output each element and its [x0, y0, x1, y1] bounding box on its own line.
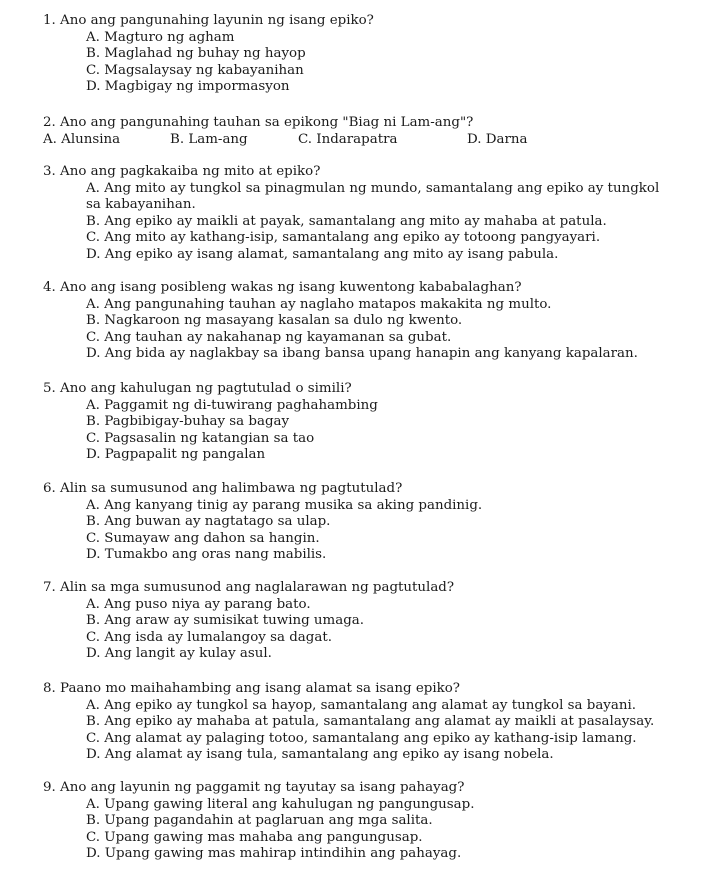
- choice-list: [0, 181, 713, 264]
- choice-a: A. Paggamit ng di-tuwirang paghahambing: [86, 397, 378, 413]
- choice-c: C. Indarapatra: [298, 131, 398, 147]
- question-8: [0, 681, 713, 764]
- choice-list: [0, 398, 713, 464]
- choice-c: C. Magsalaysay ng kabayanihan: [86, 62, 304, 78]
- choice-d: D. Magbigay ng impormasyon: [86, 79, 290, 95]
- choice-b: B. Nagkaroon ng masayang kasalan sa dulo ng kwento.: [86, 313, 463, 329]
- choice-d: D. Ang bida ay naglakbay sa ibang bansa upang hanapin ang kanyang kapalaran.: [86, 346, 638, 362]
- choice-d: D. Tumakbo ang oras nang mabilis.: [86, 547, 327, 563]
- choice-c: C. Ang mito ay kathang-isip, samantalang ang epiko ay totoong pangyayari.: [86, 230, 601, 246]
- choice-b: B. Upang pagandahin at paglaruan ang mga salita.: [86, 813, 433, 829]
- question-1: [0, 13, 713, 96]
- question-text: 7. Alin sa mga sumusunod ang naglalarawan ng pagtutulad?: [43, 580, 455, 595]
- question-4: [0, 280, 713, 363]
- choice-a: A. Ang puso niya ay parang bato.: [86, 596, 311, 612]
- choice-d: D. Ang alamat ay isang tula, samantalang ang epiko ay isang nobela.: [86, 747, 554, 763]
- choice-a: A. Ang epiko ay tungkol sa hayop, samantalang ang alamat ay tungkol sa bayani.: [86, 697, 637, 713]
- choice-d: D. Upang gawing mas mahirap intindihin ang pahayag.: [86, 846, 462, 862]
- question-text: 1. Ano ang pangunahing layunin ng isang epiko?: [43, 13, 374, 28]
- question-5: [0, 381, 713, 464]
- question-text: 6. Alin sa sumusunod ang halimbawa ng pagtutulad?: [43, 481, 403, 496]
- question-7: [0, 580, 713, 663]
- choice-list: [0, 297, 713, 363]
- choice-a: A. Ang mito ay tungkol sa pinagmulan ng mundo, samantalang ang epiko ay tungkol sa kabayanihan.: [86, 180, 660, 213]
- choice-c: C. Sumayaw ang dahon sa hangin.: [86, 530, 320, 546]
- choice-list: [0, 698, 713, 764]
- choice-b: B. Ang buwan ay nagtatago sa ulap.: [86, 514, 331, 530]
- choice-c: C. Pagsasalin ng katangian sa tao: [86, 430, 315, 446]
- question-text: 5. Ano ang kahulugan ng pagtutulad o simili?: [43, 381, 352, 396]
- choice-list: [0, 797, 713, 863]
- choice-list: [0, 498, 713, 564]
- choice-c: C. Ang tauhan ay nakahanap ng kayamanan sa gubat.: [86, 329, 452, 345]
- choice-d: D. Darna: [467, 131, 528, 147]
- question-6: [0, 481, 713, 564]
- choice-b: B. Ang epiko ay mahaba at patula, samantalang ang alamat ay maikli at pasalaysay.: [86, 714, 655, 730]
- question-text: 2. Ano ang pangunahing tauhan sa epikong "Biag ni Lam-ang"?: [43, 115, 474, 130]
- choice-a: A. Alunsina: [43, 131, 121, 147]
- question-3: [0, 164, 713, 264]
- choice-c: C. Ang alamat ay palaging totoo, samantalang ang epiko ay kathang-isip lamang.: [86, 730, 637, 746]
- choice-list: [0, 597, 713, 663]
- choice-a: A. Ang kanyang tinig ay parang musika sa aking pandinig.: [86, 497, 483, 513]
- question-9: [0, 780, 713, 863]
- choice-c: C. Upang gawing mas mahaba ang pangungusap.: [86, 829, 423, 845]
- choice-a: A. Magturo ng agham: [86, 29, 235, 45]
- choice-c: C. Ang isda ay lumalangoy sa dagat.: [86, 629, 332, 645]
- choice-d: D. Pagpapalit ng pangalan: [86, 447, 266, 463]
- choice-d: D. Ang langit ay kulay asul.: [86, 646, 272, 662]
- choice-b: B. Pagbibigay-buhay sa bagay: [86, 414, 290, 430]
- choice-b: B. Ang epiko ay maikli at payak, samantalang ang mito ay mahaba at patula.: [86, 213, 607, 229]
- choice-a: A. Upang gawing literal ang kahulugan ng pangungusap.: [86, 796, 475, 812]
- question-text: 3. Ano ang pagkakaiba ng mito at epiko?: [43, 164, 321, 179]
- choice-b: B. Maglahad ng buhay ng hayop: [86, 46, 306, 62]
- question-text: 9. Ano ang layunin ng paggamit ng tayutay sa isang pahayag?: [43, 780, 465, 795]
- choice-list: [0, 30, 713, 96]
- choice-a: A. Ang pangunahing tauhan ay naglaho matapos makakita ng multo.: [86, 296, 552, 312]
- question-text: 8. Paano mo maihahambing ang isang alamat sa isang epiko?: [43, 681, 460, 696]
- question-2: [0, 115, 713, 149]
- choice-b: B. Lam-ang: [170, 131, 248, 147]
- choice-list: [0, 132, 713, 149]
- choice-d: D. Ang epiko ay isang alamat, samantalang ang mito ay isang pabula.: [86, 246, 559, 262]
- choice-b: B. Ang araw ay sumisikat tuwing umaga.: [86, 613, 365, 629]
- question-text: 4. Ano ang isang posibleng wakas ng isang kuwentong kababalaghan?: [43, 280, 522, 295]
